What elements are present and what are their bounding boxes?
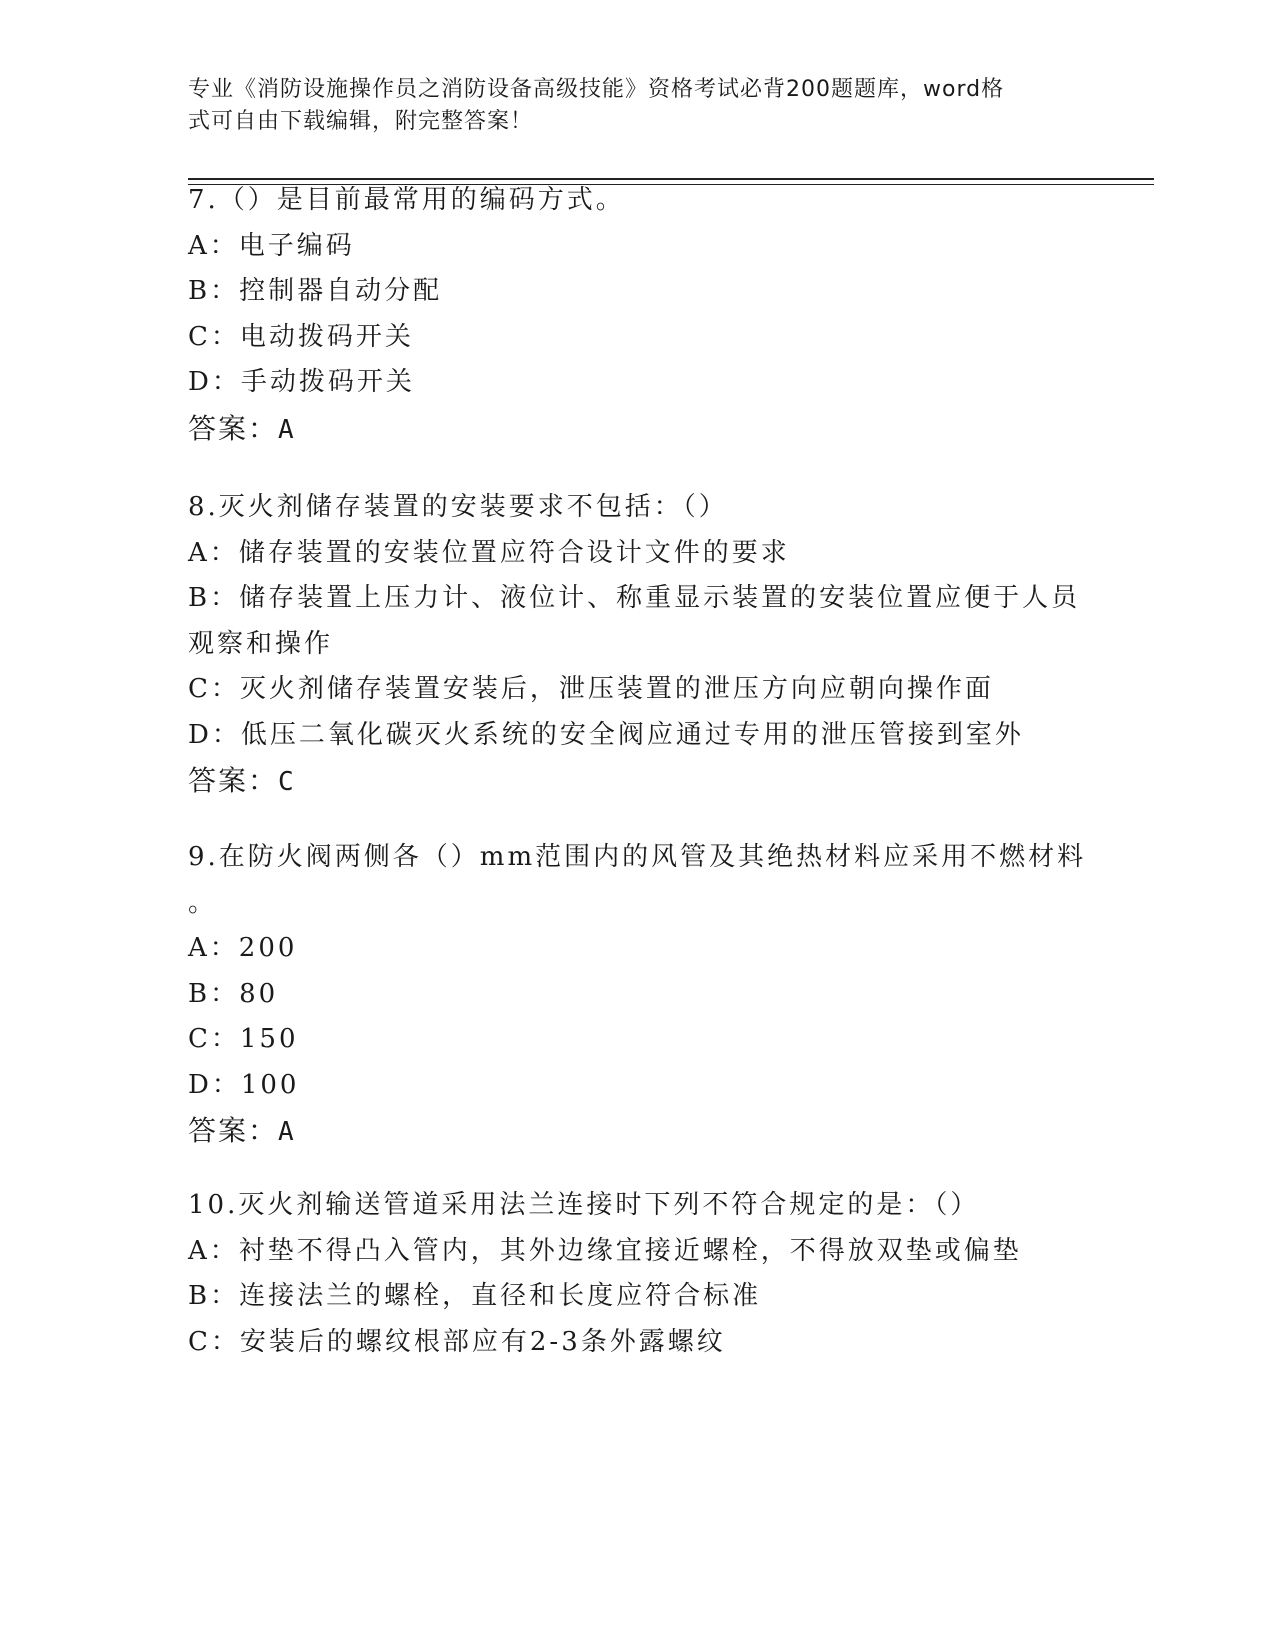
question-stem: 10.灭火剂输送管道采用法兰连接时下列不符合规定的是：（） [188, 1190, 980, 1220]
option-b: B：80 [188, 978, 279, 1009]
option-c: C：灭火剂储存装置安装后，泄压装置的泄压方向应朝向操作面 [188, 674, 994, 704]
answer-label: 答案： [188, 411, 279, 445]
option-d: D：手动拨码开关 [188, 367, 415, 397]
question-stem-continued: 。 [188, 887, 218, 918]
option-a: A：200 [188, 933, 298, 963]
answer-label: 答案： [188, 1114, 279, 1147]
question-10 [188, 1183, 1088, 1365]
answer-value: C [278, 767, 296, 797]
document-header [188, 74, 1078, 138]
option-c: C：安装后的螺纹根部应有2-3条外露螺纹 [188, 1326, 726, 1357]
option-b: B：控制器自动分配 [188, 276, 443, 306]
option-a: A：电子编码 [188, 230, 355, 261]
option-c: C：电动拨码开关 [188, 321, 414, 352]
question-stem: 9.在防火阀两侧各（）mm范围内的风管及其绝热材料应采用不燃材料 [188, 842, 1087, 872]
header-line-1: 专业《消防设施操作员之消防设备高级技能》资格考试必背200题题库，word格 [188, 77, 1005, 102]
option-d: D：100 [188, 1069, 300, 1100]
answer-value: A [278, 1117, 296, 1147]
option-c: C：150 [188, 1024, 299, 1054]
answer-value: A [278, 414, 296, 445]
answer-line [188, 1108, 1088, 1154]
question-stem: 7.（）是目前最常用的编码方式。 [188, 185, 625, 215]
option-a: A：衬垫不得凸入管内，其外边缘宜接近螺栓，不得放双垫或偏垫 [188, 1235, 1022, 1266]
option-d: D：低压二氧化碳灭火系统的安全阀应通过专用的泄压管接到室外 [188, 719, 1024, 750]
answer-label: 答案： [188, 764, 279, 797]
option-a: A：储存装置的安装位置应符合设计文件的要求 [188, 537, 790, 568]
option-b-continued: 观察和操作 [188, 628, 334, 659]
question-9 [188, 835, 1088, 1154]
header-line-2: 式可自由下载编辑，附完整答案！ [188, 109, 534, 134]
option-b: B：储存装置上压力计、液位计、称重显示装置的安装位置应便于人员 [188, 583, 1081, 613]
question-8 [188, 485, 1088, 804]
question-7 [188, 178, 1088, 451]
option-b: B：连接法兰的螺栓，直径和长度应符合标准 [188, 1281, 762, 1311]
question-stem: 8.灭火剂储存装置的安装要求不包括：（） [188, 492, 728, 522]
answer-line [188, 406, 1088, 452]
answer-line [188, 758, 1088, 804]
